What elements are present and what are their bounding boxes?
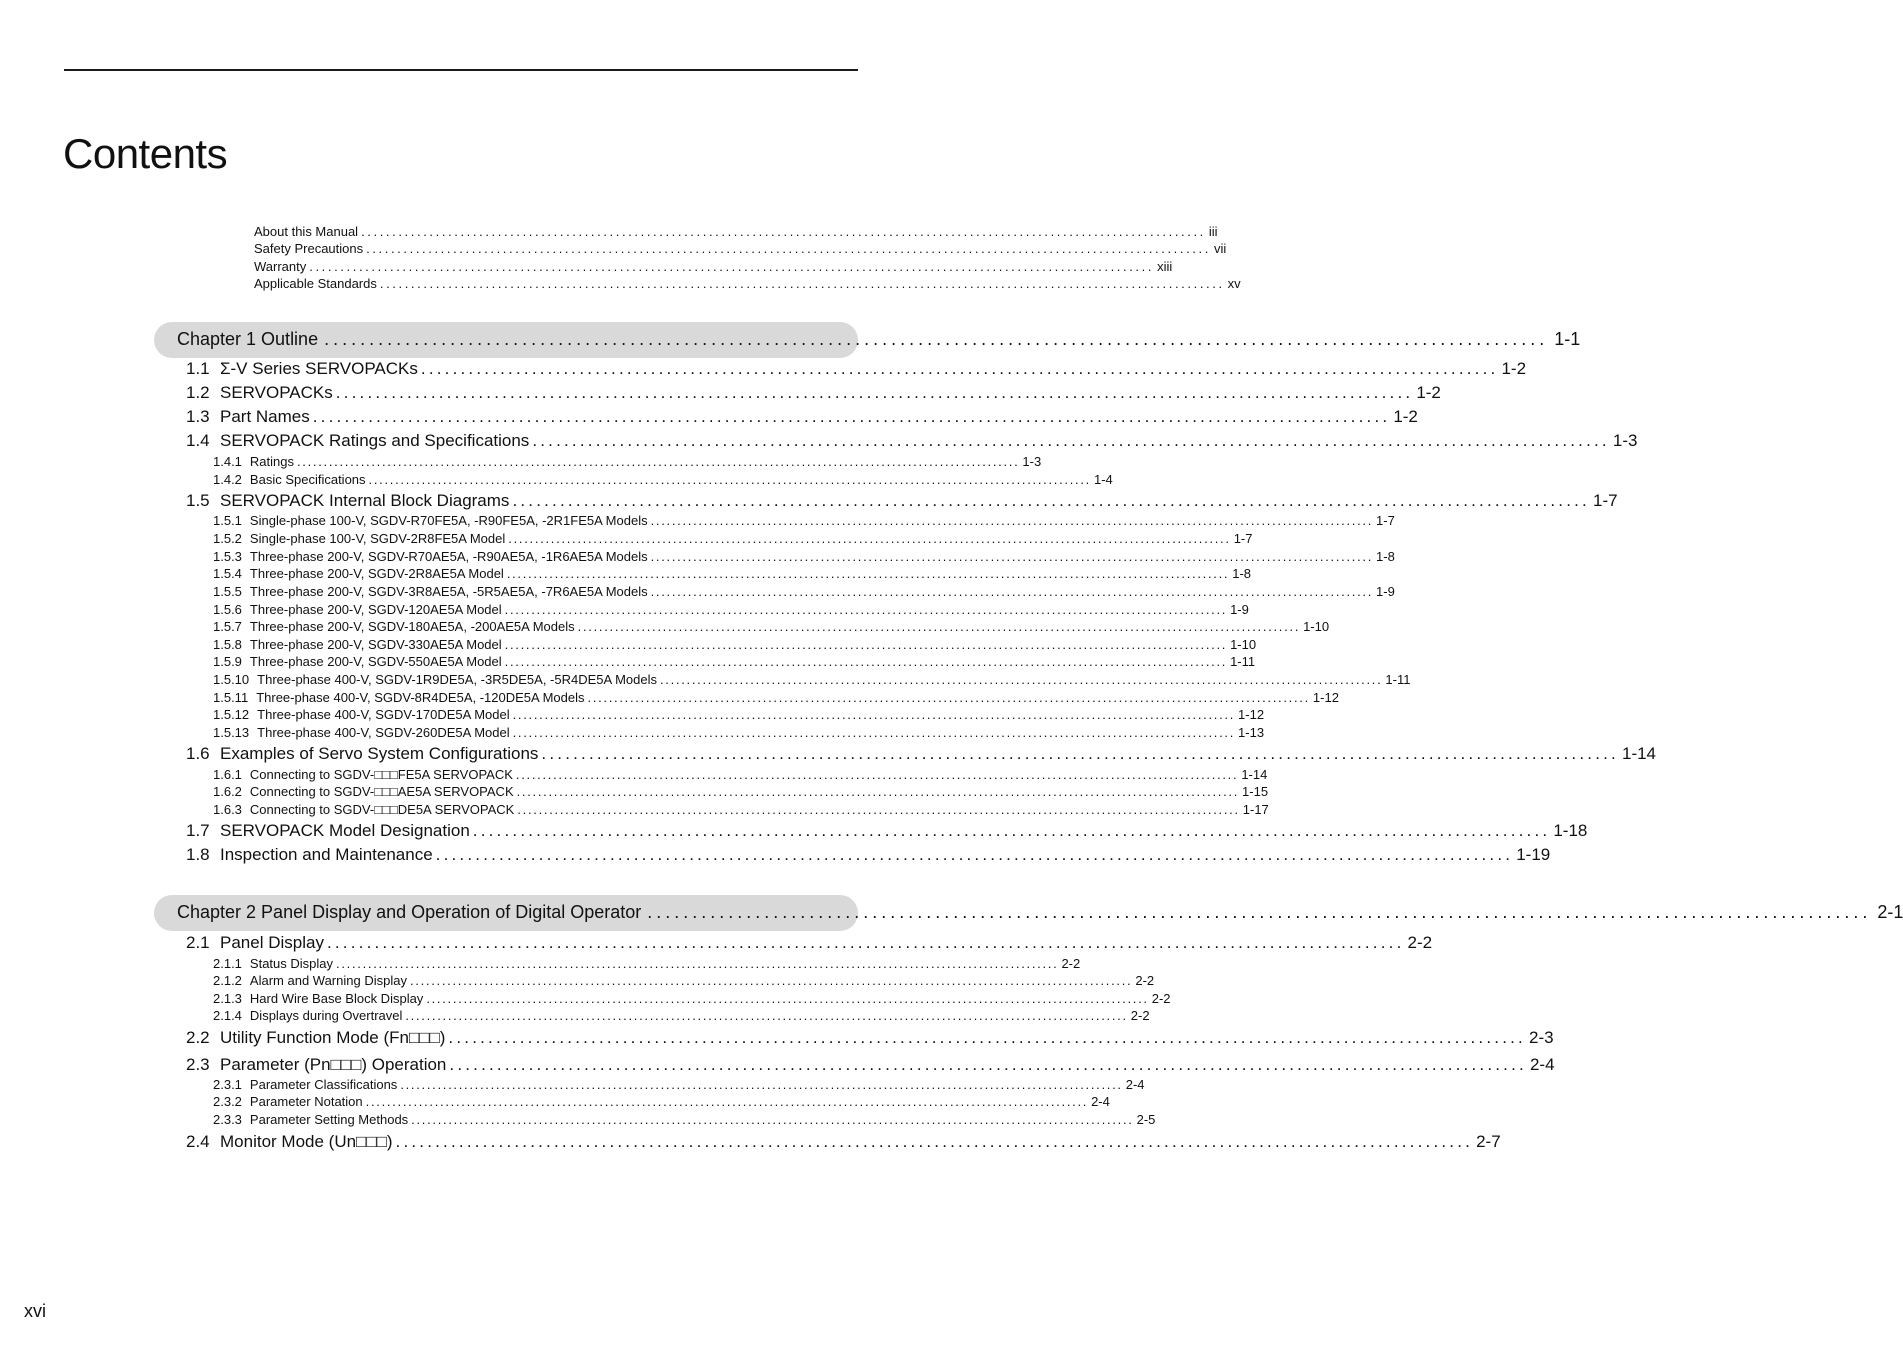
- chapter-title: Chapter 2 Panel Display and Operation of Digital Operator: [177, 902, 642, 922]
- entry-page: 2-4: [1125, 1077, 1145, 1092]
- entry-title: Ratings: [249, 454, 294, 469]
- dot-leader: ........................................................................................................................................: [297, 454, 1020, 469]
- entry-number: 1.5.11: [213, 690, 249, 705]
- entry-page: 1-9: [1376, 584, 1395, 599]
- toc-subsection[interactable]: [213, 690, 1339, 707]
- entry-page: 1-10: [1230, 637, 1257, 652]
- entry-number: 1.5.8: [213, 637, 242, 652]
- entry-page: 1-3: [1022, 454, 1042, 469]
- entry-title: Parameter Setting Methods: [249, 1112, 409, 1127]
- entry-label: [213, 619, 575, 634]
- dot-leader: ........................................................................................................................................: [336, 956, 1059, 971]
- entry-title: Alarm and Warning Display: [249, 973, 407, 988]
- dot-leader: ........................................................................................................................................: [517, 802, 1240, 817]
- toc-entry-front[interactable]: [254, 224, 1218, 241]
- entry-page: 1-13: [1238, 725, 1265, 740]
- entry-title: Part Names: [220, 407, 310, 426]
- entry-title: Examples of Servo System Configurations: [220, 744, 539, 763]
- chapter-title: Chapter 1 Outline: [177, 329, 319, 349]
- entry-title: Three-phase 400-V, SGDV-1R9DE5A, -3R5DE5A, -5R4DE5A Models: [257, 672, 657, 687]
- entry-page: 2-4: [1529, 1055, 1555, 1074]
- entry-title: Status Display: [249, 956, 334, 971]
- entry-label: [186, 359, 418, 379]
- entry-label: [213, 802, 514, 817]
- entry-page: 1-18: [1553, 821, 1588, 840]
- entry-title: Σ-V Series SERVOPACKs: [220, 359, 418, 378]
- entry-title: Hard Wire Base Block Display: [249, 991, 424, 1006]
- entry-title: Single-phase 100-V, SGDV-R70FE5A, -R90FE5A, -2R1FE5A Models: [249, 513, 648, 528]
- toc-section[interactable]: [186, 407, 1418, 429]
- toc-subsection[interactable]: [213, 454, 1042, 471]
- toc-chapter-1[interactable]: [177, 329, 1581, 353]
- toc-subsection[interactable]: [213, 1094, 1110, 1111]
- toc-subsection[interactable]: [213, 672, 1411, 689]
- entry-page: 1-9: [1230, 602, 1249, 617]
- entry-number: 2.3.2: [213, 1094, 242, 1109]
- toc-subsection[interactable]: [213, 549, 1395, 566]
- entry-page: 2-2: [1135, 973, 1155, 988]
- dot-leader: ........................................................................................................................................: [512, 725, 1236, 740]
- entry-label: [213, 602, 502, 617]
- entry-page: 1-15: [1242, 784, 1269, 799]
- entry-page: 1-2: [1416, 383, 1441, 402]
- dot-leader: ........................................................................................................................................: [512, 491, 1590, 510]
- entry-label: [186, 845, 433, 865]
- chapter-page: 2-1: [1877, 902, 1903, 922]
- entry-number: 1.5.7: [213, 619, 242, 634]
- page-number: xvi: [24, 1301, 46, 1321]
- dot-leader: ........................................................................................................................................: [587, 690, 1310, 705]
- toc-subsection[interactable]: [213, 707, 1265, 724]
- toc-subsection[interactable]: [213, 1077, 1145, 1094]
- entry-title: Basic Specifications: [249, 472, 366, 487]
- entry-title: Single-phase 100-V, SGDV-2R8FE5A Model: [249, 531, 506, 546]
- entry-page: 2-2: [1130, 1008, 1150, 1023]
- dot-leader: ........................................................................................................................................: [647, 902, 1872, 922]
- dot-leader: ........................................................................................................................................: [659, 672, 1383, 687]
- entry-number: 1.5.3: [213, 549, 242, 564]
- entry-page: 1-14: [1621, 744, 1657, 763]
- entry-label: [213, 1077, 397, 1092]
- entry-page: 2-3: [1528, 1028, 1554, 1047]
- entry-page: iii: [1208, 224, 1218, 239]
- entry-page: 1-17: [1242, 802, 1269, 817]
- entry-title: Connecting to SGDV-□□□FE5A SERVOPACK: [249, 767, 513, 782]
- entry-label: [213, 690, 585, 705]
- entry-title: Parameter (Pn□□□) Operation: [220, 1055, 447, 1074]
- entry-title: Warranty: [254, 259, 307, 274]
- entry-title: Three-phase 200-V, SGDV-550AE5A Model: [249, 654, 502, 669]
- entry-label: [213, 1112, 408, 1127]
- entry-label: [213, 973, 407, 988]
- dot-leader: ........................................................................................................................................: [650, 549, 1374, 564]
- entry-number: 2.1.4: [213, 1008, 242, 1023]
- entry-page: xiii: [1157, 259, 1173, 274]
- entry-page: 2-2: [1407, 933, 1433, 952]
- toc-section[interactable]: [186, 933, 1433, 955]
- entry-page: 1-4: [1093, 472, 1113, 487]
- toc-section[interactable]: [186, 491, 1618, 513]
- dot-leader: ........................................................................................................................................: [516, 784, 1240, 799]
- dot-leader: ........................................................................................................................................: [506, 566, 1230, 581]
- dot-leader: ........................................................................................................................................: [326, 933, 1405, 952]
- dot-leader: ........................................................................................................................................: [508, 531, 1231, 546]
- toc-section[interactable]: [186, 1132, 1501, 1154]
- dot-leader: ........................................................................................................................................: [541, 744, 1619, 763]
- entry-number: 1.5.13: [213, 725, 250, 740]
- toc-subsection[interactable]: [213, 584, 1395, 601]
- entry-title: Connecting to SGDV-□□□AE5A SERVOPACK: [249, 784, 514, 799]
- dot-leader: ........................................................................................................................................: [324, 329, 1549, 349]
- toc-subsection[interactable]: [213, 956, 1081, 973]
- toc-section[interactable]: [186, 1028, 1554, 1050]
- dot-leader: ........................................................................................................................................: [577, 619, 1301, 634]
- dot-leader: ........................................................................................................................................: [532, 431, 1610, 450]
- entry-page: 1-14: [1241, 767, 1268, 782]
- entry-label: [186, 383, 333, 403]
- entry-title: Panel Display: [220, 933, 324, 952]
- entry-number: 2.1.3: [213, 991, 242, 1006]
- chapter-page: 1-1: [1554, 329, 1581, 349]
- dot-leader: ........................................................................................................................................: [504, 637, 1228, 652]
- dot-leader: ........................................................................................................................................: [409, 973, 1133, 988]
- entry-title: Inspection and Maintenance: [220, 845, 433, 864]
- entry-number: 1.3: [186, 407, 210, 426]
- entry-page: 2-7: [1476, 1132, 1501, 1151]
- entry-title: Three-phase 400-V, SGDV-170DE5A Model: [257, 707, 510, 722]
- toc-subsection[interactable]: [213, 654, 1256, 671]
- toc-subsection[interactable]: [213, 619, 1330, 636]
- entry-label: [213, 707, 510, 722]
- entry-label: [213, 956, 333, 971]
- entry-number: 1.8: [186, 845, 210, 864]
- dot-leader: ........................................................................................................................................: [411, 1112, 1134, 1127]
- dot-leader: ........................................................................................................................................: [504, 602, 1228, 617]
- entry-label: [213, 513, 648, 528]
- dot-leader: ........................................................................................................................................: [379, 276, 1225, 291]
- entry-label: [186, 407, 310, 427]
- toc-subsection[interactable]: [213, 1008, 1150, 1025]
- dot-leader: ........................................................................................................................................: [504, 654, 1228, 669]
- entry-number: 1.6: [186, 744, 210, 763]
- entry-label: [186, 491, 509, 511]
- entry-title: Three-phase 200-V, SGDV-3R8AE5A, -5R5AE5A, -7R6AE5A Models: [249, 584, 648, 599]
- entry-number: 2.1.1: [213, 956, 242, 971]
- dot-leader: ........................................................................................................................................: [395, 1132, 1474, 1151]
- entry-page: 1-11: [1385, 672, 1411, 687]
- entry-label: [213, 472, 366, 487]
- toc-subsection[interactable]: [213, 566, 1252, 583]
- entry-title: Displays during Overtravel: [249, 1008, 403, 1023]
- entry-label: [213, 725, 510, 740]
- entry-number: 2.3.1: [213, 1077, 242, 1092]
- toc-subsection[interactable]: [213, 513, 1395, 530]
- entry-page: 1-2: [1501, 359, 1527, 378]
- entry-label: [186, 821, 470, 841]
- toc-subsection[interactable]: [213, 602, 1249, 619]
- entry-label: [213, 549, 648, 564]
- toc-entry-front[interactable]: [254, 259, 1173, 276]
- dot-leader: ........................................................................................................................................: [472, 821, 1551, 840]
- entry-title: SERVOPACK Model Designation: [220, 821, 470, 840]
- entry-title: Connecting to SGDV-□□□DE5A SERVOPACK: [249, 802, 515, 817]
- toc-subsection[interactable]: [213, 637, 1257, 654]
- entry-label: [213, 784, 514, 799]
- entry-page: 1-12: [1312, 690, 1339, 705]
- dot-leader: ........................................................................................................................................: [312, 407, 1391, 426]
- entry-label: [186, 744, 538, 764]
- toc-subsection[interactable]: [213, 767, 1268, 784]
- entry-number: 1.5.2: [213, 531, 242, 546]
- entry-title: Three-phase 400-V, SGDV-8R4DE5A, -120DE5A Models: [256, 690, 585, 705]
- entry-number: 2.1.2: [213, 973, 242, 988]
- entry-label: [213, 454, 294, 469]
- entry-number: 1.7: [186, 821, 210, 840]
- toc-entry-front[interactable]: [254, 276, 1241, 293]
- entry-label: [213, 584, 648, 599]
- toc-subsection[interactable]: [213, 973, 1155, 990]
- dot-leader: ........................................................................................................................................: [420, 359, 1499, 378]
- entry-number: 1.5: [186, 491, 210, 510]
- toc-subsection[interactable]: [213, 784, 1269, 801]
- entry-label: [213, 654, 502, 669]
- toc-subsection[interactable]: [213, 725, 1265, 742]
- dot-leader: ........................................................................................................................................: [650, 584, 1374, 599]
- dot-leader: ........................................................................................................................................: [449, 1055, 1527, 1074]
- toc-section[interactable]: [186, 359, 1527, 381]
- entry-number: 1.4.1: [213, 454, 242, 469]
- entry-label: [213, 991, 423, 1006]
- entry-label: [186, 1028, 445, 1048]
- entry-title: SERVOPACK Ratings and Specifications: [220, 431, 530, 450]
- entry-number: 1.4: [186, 431, 210, 450]
- entry-label: [213, 1008, 402, 1023]
- entry-page: 1-8: [1376, 549, 1395, 564]
- entry-page: 1-7: [1376, 513, 1395, 528]
- entry-title: Three-phase 200-V, SGDV-2R8AE5A Model: [249, 566, 504, 581]
- entry-label: [213, 672, 657, 687]
- entry-number: 1.4.2: [213, 472, 242, 487]
- dot-leader: ........................................................................................................................................: [365, 1094, 1089, 1109]
- toc-entry-front[interactable]: [254, 241, 1227, 258]
- entry-number: 1.5.1: [213, 513, 242, 528]
- entry-number: 1.2: [186, 383, 210, 402]
- entry-number: 1.5.12: [213, 707, 250, 722]
- toc-section[interactable]: [186, 1055, 1555, 1077]
- entry-page: 1-19: [1516, 845, 1551, 864]
- toc-subsection[interactable]: [213, 472, 1113, 489]
- dot-leader: ........................................................................................................................................: [335, 383, 1414, 402]
- entry-number: 1.6.3: [213, 802, 242, 817]
- entry-number: 1.5.5: [213, 584, 242, 599]
- entry-title: Three-phase 200-V, SGDV-120AE5A Model: [249, 602, 502, 617]
- toc-section[interactable]: [186, 821, 1588, 843]
- entry-page: 2-5: [1136, 1112, 1156, 1127]
- entry-title: Three-phase 400-V, SGDV-260DE5A Model: [257, 725, 510, 740]
- entry-page: vii: [1213, 241, 1227, 256]
- toc-chapter-2[interactable]: [177, 902, 1903, 926]
- dot-leader: ........................................................................................................................................: [448, 1028, 1526, 1047]
- entry-number: 1.5.6: [213, 602, 242, 617]
- entry-page: 1-12: [1238, 707, 1265, 722]
- entry-number: 2.4: [186, 1132, 210, 1151]
- entry-page: 2-2: [1061, 956, 1081, 971]
- dot-leader: ........................................................................................................................................: [650, 513, 1374, 528]
- entry-title: Safety Precautions: [254, 241, 364, 256]
- entry-label: [186, 933, 324, 953]
- page-title: Contents: [63, 130, 228, 177]
- dot-leader: ........................................................................................................................................: [405, 1008, 1128, 1023]
- entry-label: [213, 1094, 363, 1109]
- entry-title: Utility Function Mode (Fn□□□): [220, 1028, 446, 1047]
- dot-leader: ........................................................................................................................................: [515, 767, 1239, 782]
- entry-title: Three-phase 200-V, SGDV-R70AE5A, -R90AE5A, -1R6AE5A Models: [249, 549, 648, 564]
- dot-leader: ........................................................................................................................................: [426, 991, 1149, 1006]
- dot-leader: ........................................................................................................................................: [309, 259, 1155, 274]
- entry-page: 1-10: [1303, 619, 1330, 634]
- entry-page: 2-2: [1151, 991, 1171, 1006]
- entry-number: 1.6.2: [213, 784, 242, 799]
- entry-page: 1-7: [1233, 531, 1253, 546]
- entry-number: 1.5.9: [213, 654, 242, 669]
- entry-title: Three-phase 200-V, SGDV-330AE5A Model: [249, 637, 502, 652]
- entry-number: 2.3.3: [213, 1112, 242, 1127]
- toc-subsection[interactable]: [213, 802, 1269, 819]
- entry-number: 2.3: [186, 1055, 210, 1074]
- top-rule: [64, 69, 858, 71]
- entry-page: 1-3: [1612, 431, 1638, 450]
- entry-page: 1-2: [1393, 407, 1418, 426]
- entry-title: SERVOPACK Internal Block Diagrams: [220, 491, 510, 510]
- entry-label: [186, 431, 529, 451]
- entry-number: 1.5.4: [213, 566, 242, 581]
- entry-number: 1.6.1: [213, 767, 242, 782]
- entry-title: SERVOPACKs: [220, 383, 333, 402]
- entry-page: 1-11: [1230, 654, 1256, 669]
- toc-section[interactable]: [186, 845, 1551, 867]
- entry-number: 1.5.10: [213, 672, 250, 687]
- dot-leader: ........................................................................................................................................: [366, 241, 1211, 256]
- entry-number: 2.1: [186, 933, 210, 952]
- entry-title: Three-phase 200-V, SGDV-180AE5A, -200AE5A Models: [249, 619, 575, 634]
- entry-label: [186, 1132, 393, 1152]
- entry-number: 1.1: [186, 359, 210, 378]
- entry-label: [213, 637, 502, 652]
- entry-title: Applicable Standards: [254, 276, 377, 291]
- entry-page: 1-7: [1593, 491, 1618, 510]
- dot-leader: ........................................................................................................................................: [400, 1077, 1123, 1092]
- dot-leader: ........................................................................................................................................: [361, 224, 1206, 239]
- dot-leader: ........................................................................................................................................: [512, 707, 1236, 722]
- toc-subsection[interactable]: [213, 531, 1253, 548]
- entry-label: [213, 531, 505, 546]
- entry-page: xv: [1227, 276, 1241, 291]
- entry-label: [213, 566, 504, 581]
- dot-leader: ........................................................................................................................................: [368, 472, 1091, 487]
- entry-page: 2-4: [1091, 1094, 1110, 1109]
- entry-title: Monitor Mode (Un□□□): [220, 1132, 393, 1151]
- toc-subsection[interactable]: [213, 991, 1171, 1008]
- entry-number: 2.2: [186, 1028, 210, 1047]
- dot-leader: ........................................................................................................................................: [435, 845, 1514, 864]
- entry-label: [186, 1055, 446, 1075]
- entry-title: About this Manual: [254, 224, 359, 239]
- toc-section[interactable]: [186, 744, 1657, 766]
- toc-section[interactable]: [186, 431, 1638, 453]
- entry-title: Parameter Notation: [249, 1094, 363, 1109]
- toc-subsection[interactable]: [213, 1112, 1156, 1129]
- toc-section[interactable]: [186, 383, 1441, 405]
- entry-page: 1-8: [1232, 566, 1252, 581]
- entry-label: [213, 767, 513, 782]
- entry-title: Parameter Classifications: [249, 1077, 398, 1092]
